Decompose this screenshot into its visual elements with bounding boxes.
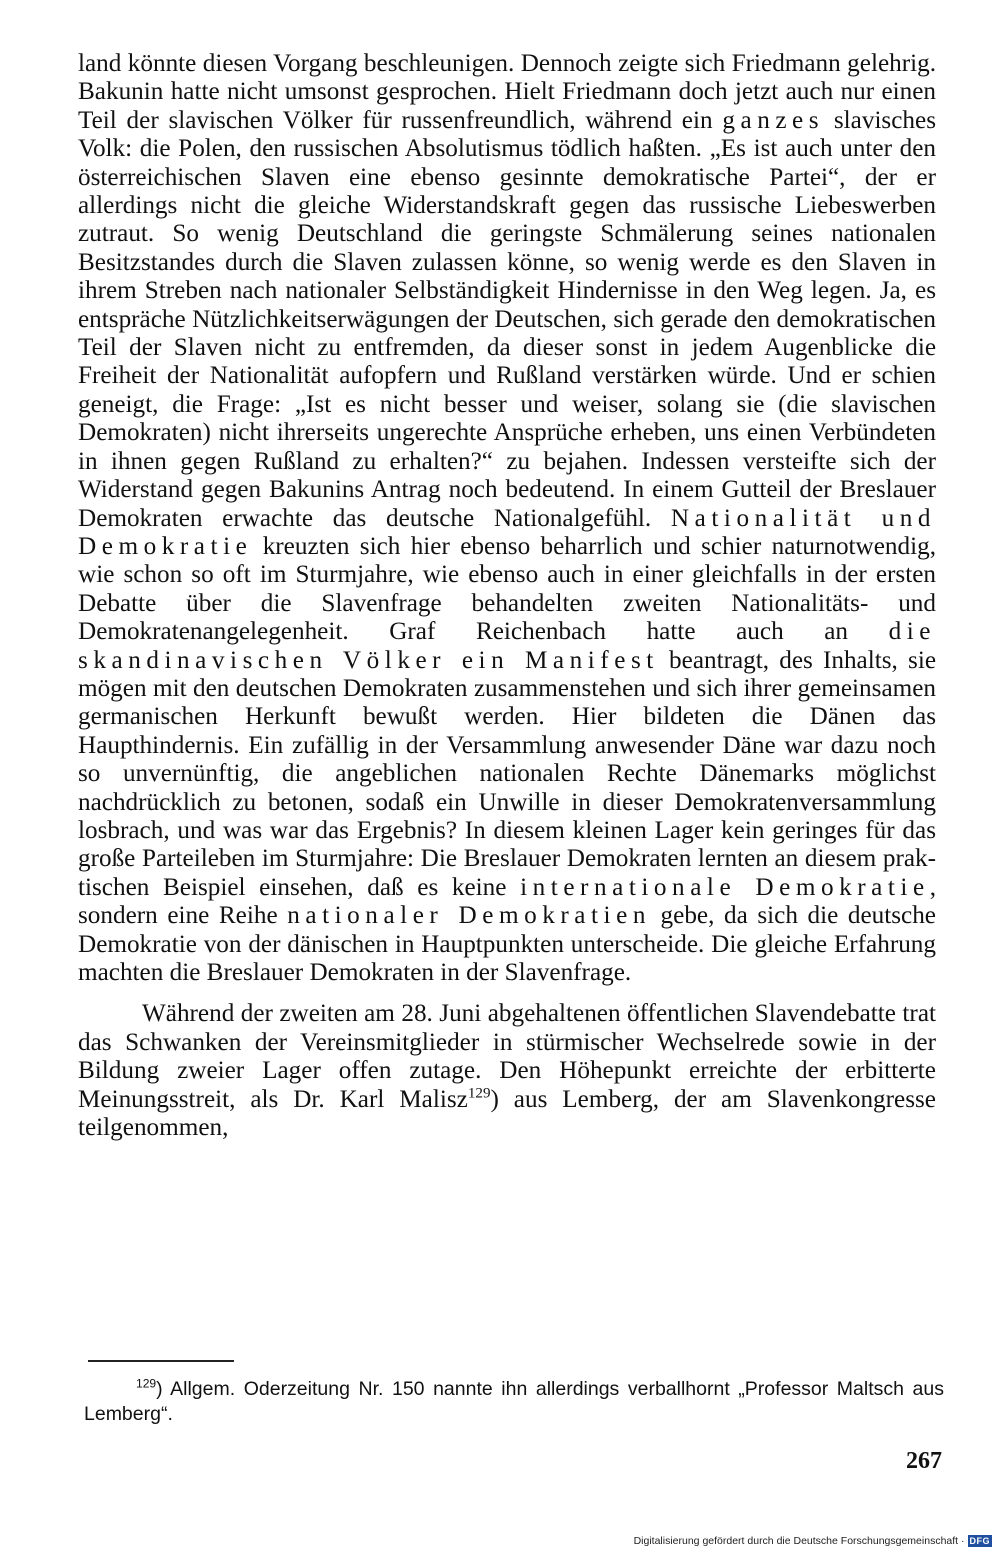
- emphasis-text: die skandinavischen Völker ein Manifest: [78, 618, 936, 674]
- text-run: slavisches Volk: die Polen, den russischen Absolutismus tödlich haßten. „Es ist auch unter den österreichischen Slaven eine ebenso gesinnte demokratische Partei“, der er allerdings nicht die gleiche Widerstandskraft gegen das russische Liebeswerben zutraut. So wenig Deutschland die geringste Schmälerung seines nationalen Besitzstandes durch die Slaven zulassen könne, so wenig werde es den Slaven in ihrem Streben nach nationaler Selbständigkeit Hindernisse in den Weg legen. Ja, es entspräche Nützlichkeitserwägungen der Deutschen, sich gerade den demokratischen Teil der Slaven nicht zu entfremden, da dieser sonst in jedem Augenblicke die Freiheit der Nationalität aufopfern und Rußland verstärken würde. Und er schien geneigt, die Frage: „Ist es nicht besser und weiser, solang sie (die slavischen Demokraten) nicht ihrerseits ungerechte Ansprüche erheben, uns einen Verbündeten in ihnen gegen Rußland zu erhalten?“ zu bejahen. Indessen versteifte sich der Widerstand gegen Bakunins Antrag noch bedeutend. In einem Gutteil der Breslauer Demokraten erwachte das deutsche Nationalgefühl.: [78, 106, 936, 532]
- emphasis-text: internationale Demokratie: [520, 873, 930, 901]
- dfg-logo-icon: DFG: [969, 1536, 990, 1546]
- footnote-text: ) Allgem. Oderzeitung Nr. 150 nannte ihn allerdings verballhornt „Professor Maltsch aus Lemberg“.: [84, 1378, 944, 1425]
- body-paragraph: [78, 1000, 936, 1142]
- text-run: land könnte diesen Vorgang beschleunigen. Dennoch zeigte sich Friedmann gelehrig. Bakunin hatte nicht umsonst gesprochen. Hielt Friedmann doch jetzt auch nur einen Teil der slavischen Völker für russenfreundlich, während ein: [78, 50, 936, 134]
- emphasis-text: ganzes: [722, 106, 825, 134]
- emphasis-text: Nationalität und Demokratie: [78, 504, 936, 560]
- text-run: Während der zweiten am 28. Juni abgehaltenen öffentlichen Slavendebatte trat das Schwanken der Vereinsmitglieder in stürmischer Wechselrede sowie in der Bildung zweier Lager offen zutage. Den Höhepunkt erreichte der erbitterte Meinungsstreit, als Dr. Karl Malisz: [78, 1000, 936, 1113]
- credit-text: Digitalisierung gefördert durch die Deutsche Forschungsgemeinschaft ·: [633, 1535, 965, 1547]
- body-paragraph: [78, 50, 936, 987]
- text-run: , sondern eine Reihe: [78, 873, 936, 930]
- text-run: kreuzten sich hier ebenso beharrlich und schier naturnotwendig, wie schon so oft im Sturmjahre, wie ebenso auch in einer gleichfalls in der ersten Debatte über die Slavenfrage behandelten zweiten Nationalitäts- und Demokratenangelegenheit. Graf Reichenbach hatte auch an: [78, 532, 936, 646]
- page-body: [78, 50, 936, 1142]
- footnote-divider: [88, 1360, 234, 1362]
- text-run: gebe, da sich die deutsche Demokratie von der dänischen in Hauptpunkten unterscheide. Die gleiche Erfahrung machten die Breslauer Demokraten in der Slavenfrage.: [78, 902, 936, 986]
- text-run: beantragt, des Inhalts, sie mögen mit den deutschen Demokraten zusammenstehen und sich ihrer gemeinsamen germanischen Herkunft bewußt werden. Hier bildeten die Dänen das Haupthindernis. Ein zufällig in der Versammlung anwesender Däne war dazu noch so unvernünftig, die angeblichen nationalen Rechte Dänemarks möglichst nachdrücklich zu betonen, sodaß ein Unwille in dieser Demokratenversammlung losbrach, und was war das Ergebnis? In diesem kleinen Lager kein geringes für das große Parteileben im Sturmjahre: Die Breslauer Demokraten lernten an diesem praktischen Beispiel einsehen, daß es keine: [78, 646, 936, 901]
- footnote: [84, 1377, 944, 1427]
- footnote-reference[interactable]: 129: [467, 1085, 491, 1102]
- footnote-number: 129: [136, 1376, 157, 1391]
- digitization-credit: [634, 1535, 992, 1547]
- text-run: ) aus Lemberg, der am Slavenkongresse teilgenommen,: [78, 1085, 936, 1142]
- page-number: 267: [906, 1448, 942, 1474]
- emphasis-text: nationaler Demokratien: [287, 902, 651, 930]
